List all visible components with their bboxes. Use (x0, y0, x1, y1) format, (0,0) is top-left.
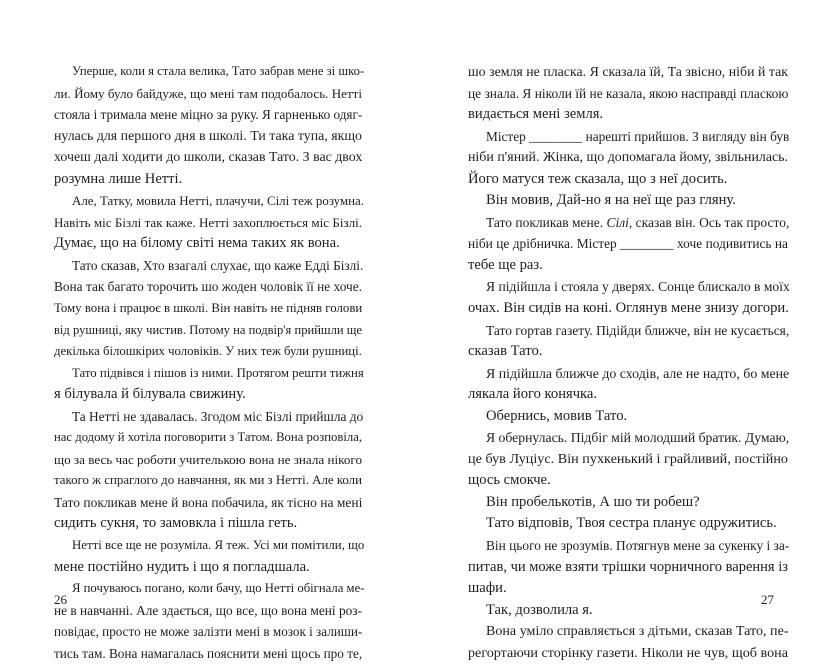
text-line: Він цього не зрозумів. Потягнув мене за сукенку і за- (486, 538, 790, 554)
text-line: видається мені земля. (468, 106, 604, 123)
text-line: Вона уміло справляється з дітьми, сказав Тато, пе- (486, 623, 789, 640)
text-line: сказав Тато. (468, 343, 543, 360)
text-line: шафи. (468, 580, 507, 597)
text-line: щось смокче. (468, 472, 551, 489)
text-line: Містер ________ нарешті прийшов. З вигляду він був (486, 128, 790, 144)
text-line: Його матуся теж сказала, що з неї досить. (468, 170, 728, 187)
text-line: Він пробелькотів, А шо ти робеш? (486, 493, 700, 510)
text-line: Тато підвівся і пішов із ними. Протягом решти тижня (72, 365, 364, 380)
text-line: Він мовив, Дай-но я на неї ще раз гляну. (486, 192, 736, 209)
text-line: хочеш далі ходити до школи, сказав Тато. З вас двох (54, 150, 363, 166)
text-line: ніби п'яний. Жінка, що допомагала йому, звільнилась. (468, 150, 788, 166)
text-line: Тому вона і працює в школі. Він навіть не підняв голови (54, 301, 363, 316)
text-line: ли. Йому було байдуже, що мені там подобалось. Нетті (54, 85, 362, 101)
text-line: це знала. Я ніколи їй не казала, якою насправді пласкою (468, 85, 789, 101)
text-line: тись там. Вона намагалась пояснити мені щось про те, (54, 645, 363, 661)
text-line: такого ж спраглого до навчання, як ми з Нетті. Але коли (54, 473, 362, 488)
text-line: лякала його конячка. (468, 386, 598, 403)
text-line: не в навчанні. Але здається, що все, що вона мені роз- (54, 602, 362, 618)
text-line: сидить сукня, то замовкла і пішла геть. (54, 515, 298, 532)
text-line: тебе ще раз. (468, 256, 543, 273)
text-line: нулась для першого дня в школі. Ти така тупа, якщо (54, 128, 362, 144)
text-line: Тато гортав газету. Підійди ближче, він не кусається, (486, 322, 790, 338)
left-page-body (54, 61, 365, 664)
right-page (414, 0, 828, 661)
text-line: Вона так багато торочить шо жоден чоловік її не хоче. (54, 279, 362, 295)
text-line: Нетті все ще не розуміла. Я теж. Усі ми помітили, що (72, 538, 365, 553)
text-line: від рушниці, яку чистив. Потому на подвір'я прийшли ще (54, 322, 362, 337)
text-line: це був Луціус. Він пухкенький і грайливий, постійно (468, 450, 788, 467)
text-line: очах. Він сидів на коні. Оглянув мене знизу догори. (468, 300, 789, 317)
text-line: Тато відповів, Твоя сестра планує одружитись. (486, 515, 777, 532)
text-line: декілька білошкірих чоловіків. У них теж були рушниці. (54, 344, 362, 359)
text-line: питав, чи може взяти трішки чорничного варення із (468, 558, 788, 575)
text-line: Так, дозволила я. (486, 601, 593, 618)
text-line: Обернись, мовив Тато. (486, 407, 628, 424)
text-line: стояла і тримала мене міцно за руку. Я гарненько одяг- (54, 107, 363, 123)
text-line: розумна лише Нетті. (54, 170, 183, 187)
text-line: Уперше, коли я стала велика, Тато забрав мене зі шко- (72, 64, 365, 78)
left-page (0, 0, 414, 661)
text-line: Тато сказав, Хто взагалі слухає, що каже Едді Бізлі. (72, 257, 364, 273)
text-line: Я підійшла ближче до сходів, але не надто, бо мене (486, 365, 790, 381)
text-line: повідає, просто не може залізти мені в мозок і залиши- (54, 624, 363, 640)
text-line: ніби це дрібничка. Містер ________ хоче подивитись на (468, 236, 788, 252)
text-line: Та Нетті не здавалась. Згодом міс Бізлі прийшла до (72, 408, 364, 424)
text-line: Я обернулась. Підбіг мій молодший братик. Думаю, (486, 430, 790, 446)
text-line: я білувала й білувала свижину. (54, 386, 246, 403)
text-line: Я підійшла і стояла у дверях. Сонце блискало в моїх (486, 279, 790, 295)
text-line: нас додому й хотіла поговорити з Татом. Вона розповіла, (54, 430, 362, 445)
text-line: Тато покликав мене. Сілі, сказав він. Ось так просто, (486, 214, 790, 230)
left-page-number: 26 (54, 592, 67, 607)
text-line: Але, Татку, мовила Нетті, плачучи, Сілі теж розумна. (72, 193, 364, 209)
text-line: Тато покликав мене й вона побачила, як тісно на мені (54, 494, 363, 510)
text-line: що за весь час роботи учителькою вона не знала нікого (54, 451, 362, 467)
text-line: мене постійно нудить і що я погладшала. (54, 558, 310, 575)
text-line: Я почуваюсь погано, коли бачу, що Нетті обігнала ме- (72, 581, 365, 596)
right-page-body (468, 61, 788, 664)
text-line: Думає, що на білому світі нема таких як вона. (54, 235, 340, 252)
text-line: шо земля не пласка. Я сказала їй, Та звісно, ніби й так (468, 64, 788, 79)
right-page-number: 27 (761, 592, 774, 607)
text-line: регортаючи сторінку газети. Ніколи не чув, щоб вона (468, 644, 788, 661)
text-line: Навіть міс Бізлі так каже. Нетті захоплюється міс Бізлі. (54, 214, 362, 230)
